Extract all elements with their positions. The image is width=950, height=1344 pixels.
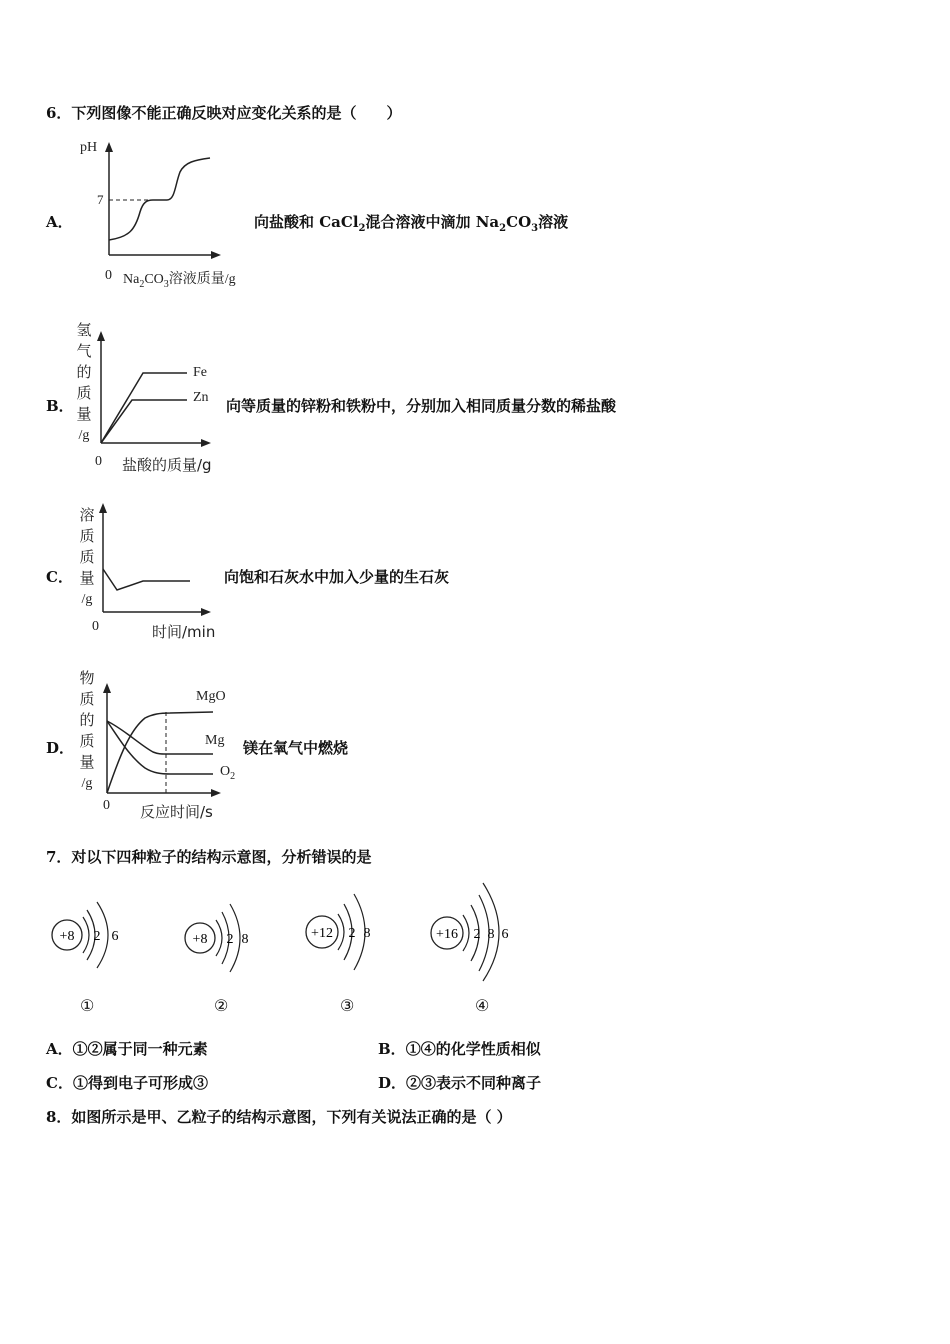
particle-1-shell-1: [83, 917, 89, 953]
particle-4-electrons-3: 6: [501, 927, 509, 942]
q6-graph-c: [95, 497, 220, 622]
particle-2-shell-1: [216, 920, 222, 956]
q6-option-c-label: C．: [46, 568, 73, 586]
graph-d-x-arrow: [211, 789, 221, 797]
q7-answer-b: B．①④的化学性质相似: [378, 1040, 541, 1058]
particle-3-label: ③: [340, 996, 355, 1015]
particle-1-nucleus: +8: [59, 929, 75, 944]
particle-2-electrons-1: 2: [226, 932, 234, 947]
graph-d-o2-curve: [107, 721, 213, 774]
particle-1-electrons-2: 6: [111, 929, 119, 944]
graph-d-origin: 0: [103, 798, 110, 813]
graph-c-x-axis-label: 时间/min: [152, 623, 216, 641]
q6-option-d-desc: 镁在氧气中燃烧: [243, 739, 349, 757]
particle-3-nucleus: +12: [311, 926, 333, 941]
graph-d-y-arrow: [103, 683, 111, 693]
particle-2-label: ②: [214, 996, 229, 1015]
graph-a-y-arrow: [105, 142, 113, 152]
graph-a-curve: [109, 158, 210, 240]
q6-option-b-desc: 向等质量的锌粉和铁粉中，分别加入相同质量分数的稀盐酸: [226, 397, 617, 415]
particle-4-electrons-2: 8: [487, 927, 495, 942]
particle-3-electrons-1: 2: [348, 926, 356, 941]
q6-option-c-desc: 向饱和石灰水中加入少量的生石灰: [224, 568, 450, 586]
graph-d-o2-label: $O_2$: [220, 764, 236, 782]
particle-3-diagram: [300, 880, 395, 980]
graph-b-x-axis-label: 盐酸的质量/g: [122, 456, 212, 474]
graph-b-origin: 0: [95, 454, 102, 469]
graph-d-y-axis-label: 物 质 的 质 量 /g: [79, 669, 95, 791]
graph-c-y-axis-label: 溶 质 质 量 /g: [79, 506, 95, 607]
particle-4-label: ④: [475, 996, 490, 1015]
graph-d-mgo-label: MgO: [196, 689, 226, 704]
particle-2-nucleus: +8: [192, 932, 208, 947]
q7-answer-a: A．①②属于同一种元素: [46, 1040, 208, 1058]
particle-4-diagram: [425, 873, 530, 983]
graph-c-curve: [103, 569, 190, 590]
q7-answer-c: C．①得到电子可形成③: [46, 1074, 208, 1092]
q7-answer-d: D．②③表示不同种离子: [378, 1074, 542, 1092]
particle-1-electrons-1: 2: [93, 929, 101, 944]
particle-3-shell-1: [338, 914, 344, 950]
particle-1-diagram: [45, 888, 135, 983]
particle-2-diagram: [178, 888, 268, 983]
graph-a-y-tick-7: 7: [97, 192, 104, 207]
q6-graph-a: [95, 140, 225, 265]
graph-d-mg-label: Mg: [205, 733, 225, 748]
graph-b-x-arrow: [201, 439, 211, 447]
graph-b-y-arrow: [97, 331, 105, 341]
q6-graph-b: [95, 325, 220, 450]
q6-option-b-label: B．: [46, 397, 74, 415]
graph-c-x-arrow: [201, 608, 211, 616]
graph-c-y-arrow: [99, 503, 107, 513]
graph-a-origin: 0: [105, 268, 112, 283]
particle-2-electrons-2: 8: [241, 932, 249, 947]
q6-option-d-label: D．: [46, 739, 75, 757]
graph-d-x-axis-label: 反应时间/s: [140, 803, 213, 821]
graph-c-origin: 0: [92, 619, 99, 634]
particle-1-label: ①: [80, 996, 95, 1015]
graph-b-fe-label: Fe: [193, 365, 207, 380]
graph-a-x-axis-label: $Na_2CO_3$溶液质量/g: [123, 272, 236, 290]
graph-a-x-arrow: [211, 251, 221, 259]
q8-stem: 8．如图所示是甲、乙粒子的结构示意图，下列有关说法正确的是（ ）: [46, 1108, 512, 1126]
q7-stem: 7．对以下四种粒子的结构示意图，分析错误的是: [46, 848, 372, 866]
graph-b-y-axis-label: 氢 气 的 质 量 /g: [76, 321, 92, 443]
q6-stem: 6．下列图像不能正确反映对应变化关系的是（ ）: [46, 104, 402, 122]
graph-b-fe-line: [101, 373, 187, 443]
graph-b-zn-label: Zn: [193, 390, 209, 405]
q6-option-a-label: A．: [46, 213, 73, 231]
graph-a-y-axis-label: pH: [80, 140, 98, 155]
q6-option-a-desc: 向盐酸和 CaCl$_2$混合溶液中滴加 $Na_2CO_3$溶液: [254, 213, 569, 234]
particle-4-nucleus: +16: [436, 927, 458, 942]
particle-4-shell-1: [463, 915, 469, 951]
graph-d-mgo-curve: [107, 712, 213, 793]
particle-3-electrons-2: 8: [363, 926, 371, 941]
particle-4-electrons-1: 2: [473, 927, 481, 942]
